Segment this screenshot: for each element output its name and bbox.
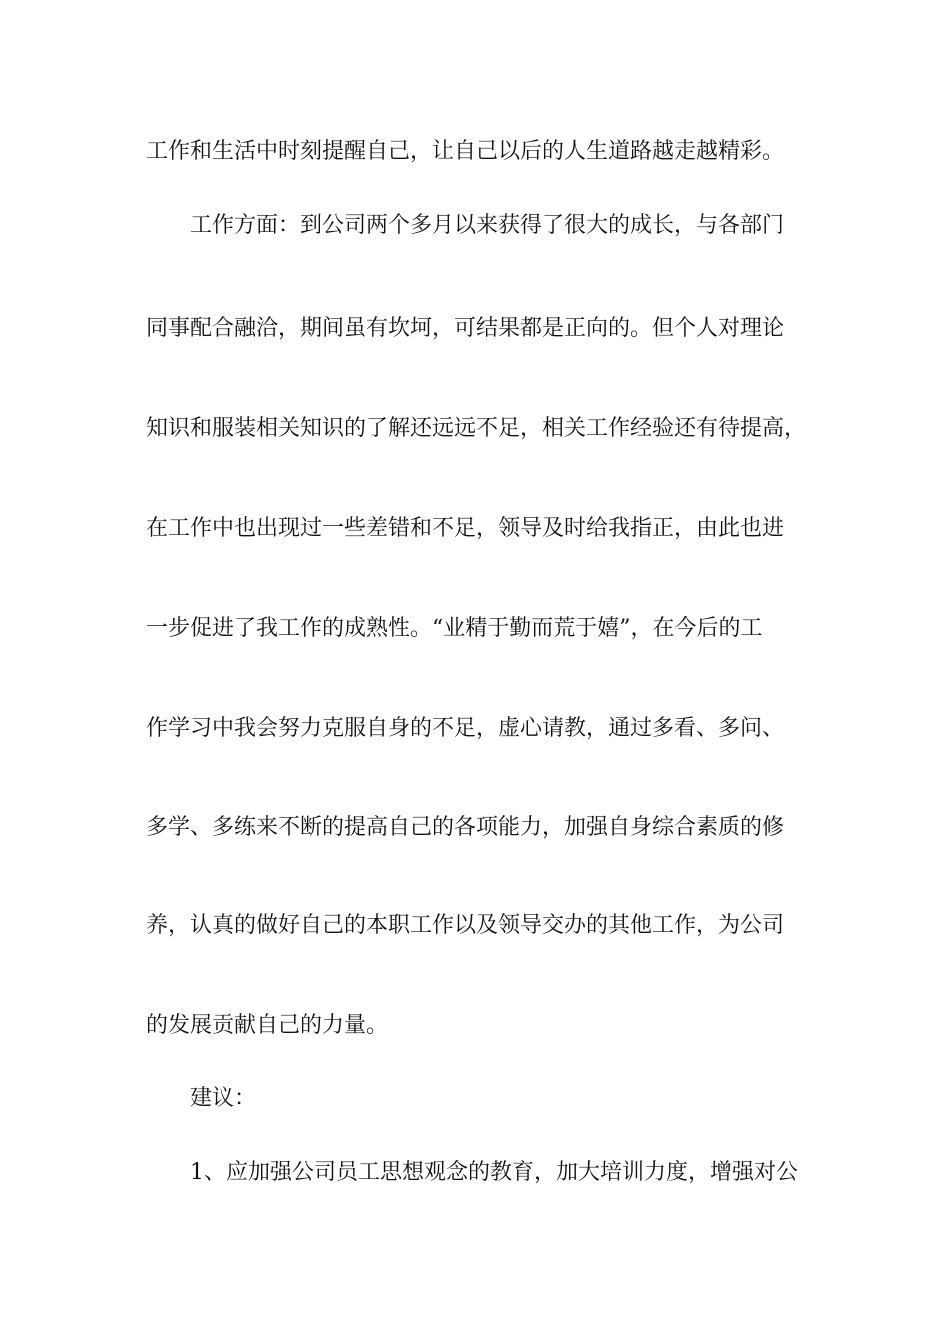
text-line: 知识和服装相关知识的了解还远远不足，相关工作经验还有待提高， [146,416,807,441]
suggestion-heading: 建议： [190,1086,257,1111]
suggestion-item-1: 1、应加强公司员工思想观念的教育，加大培训力度，增强对公 [190,1160,798,1185]
text-line: 养，认真的做好自己的本职工作以及领导交办的其他工作，为公司 [146,913,785,938]
text-line: 同事配合融洽，期间虽有坎坷，可结果都是正向的。但个人对理论 [146,316,785,341]
text-line: 作学习中我会努力克服自身的不足，虚心请教，通过多看、多问、 [146,716,785,741]
text-line: 的发展贡献自己的力量。 [146,1013,389,1038]
paragraph-work-start: 工作方面：到公司两个多月以来获得了很大的成长，与各部门 [190,213,785,238]
text-line: 工作和生活中时刻提醒自己，让自己以后的人生道路越走越精彩。 [146,139,785,164]
text-line: 多学、多练来不断的提高自己的各项能力，加强自身综合素质的修 [146,815,785,840]
text-line: 在工作中也出现过一些差错和不足，领导及时给我指正，由此也进 [146,516,785,541]
text-line: 一步促进了我工作的成熟性。“业精于勤而荒于嬉”，在今后的工 [146,616,763,641]
